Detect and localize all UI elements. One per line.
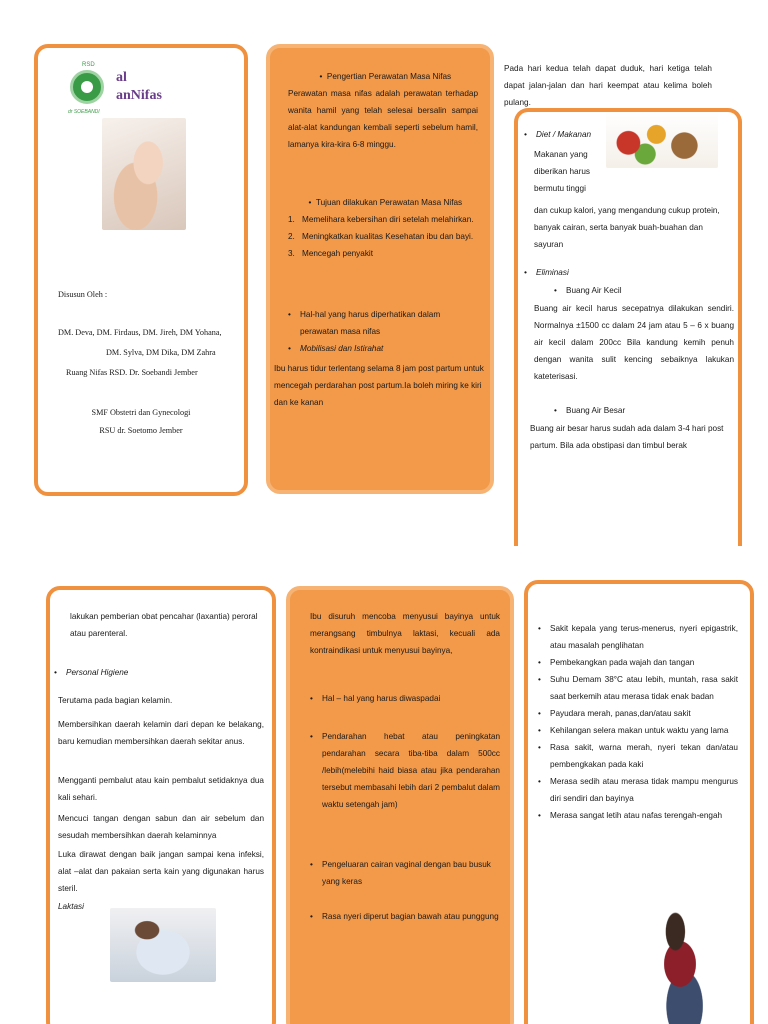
panel-higiene (46, 586, 276, 1024)
list-item: • Merasa sangat letih atau nafas terengah-engah (538, 807, 738, 824)
woman-pain-photo (634, 910, 726, 1024)
list-item: • Pembekangkan pada wajah dan tangan (538, 654, 738, 671)
waspada-item-2: Pengeluaran cairan vaginal dengan bau busuk yang keras (322, 860, 491, 886)
authors-line-1: DM. Deva, DM. Firdaus, DM. Jireh, DM Yohana, (58, 328, 222, 337)
mobilisasi-label: Mobilisasi dan Istirahat (300, 344, 384, 353)
pengertian-text: Perawatan masa nifas adalah perawatan terhadap wanita hamil yang telah selesai bersalin sampai alat-alat kandungan kembali seperti sebelum hamil, lamanya kira-kira 6-8 minggu. (288, 89, 478, 149)
panel-cover (34, 44, 248, 496)
title-line-2: anNifas (116, 88, 162, 103)
warning-list (538, 620, 738, 824)
list-item: 2. Meningkatkan kualitas Kesehatan ibu dan bayi. (288, 232, 474, 241)
bak-text: Buang air kecil harus secepatnya dilakukan sendiri. Normalnya ±1500 cc dalam 24 jam atau 5 – 6 x buang air kecil dalam 200cc Bila kandung kemih penuh dengan wanita sulit kencing sebaiknya lakukan kateterisasi. (534, 304, 734, 381)
logo-small-text: dr SOEBANDI (68, 109, 100, 115)
hospital-logo-icon (70, 70, 104, 104)
tujuan-heading: Tujuan dilakukan Perawatan Masa Nifas (315, 198, 463, 207)
mother-bed-photo (110, 908, 216, 982)
list-item: 1. Memelihara kebersihan diri setelah melahirkan. (288, 215, 474, 224)
panel-tanda-bahaya (524, 580, 754, 1024)
logo-top-text: RSD (82, 62, 95, 68)
diet-label: Diet / Makanan (536, 130, 592, 139)
mother-baby-photo (102, 118, 186, 230)
food-photo (606, 112, 718, 168)
rsu-line: RSU dr. Soetomo Jember (99, 426, 183, 435)
list-item: 3. Mencegah penyakit (288, 249, 374, 258)
higiene-text-4: Mencuci tangan dengan sabun dan air sebelum dan sesudah membersihkan daerah kelaminnya (58, 814, 264, 840)
diet-text-b: dan cukup kalori, yang mengandung cukup protein, banyak cairan, serta banyak buah-buahan dan sayuran (534, 206, 720, 249)
higiene-text-2: Membersihkan daerah kelamin dari depan ke belakang, baru kemudian membersihkan daerah sekitar anus. (58, 720, 264, 746)
list-item: • Sakit kepala yang terus-menerus, nyeri epigastrik, atau masalah penglihatan (538, 620, 738, 654)
personal-higiene-label: Personal Higiene (66, 668, 129, 677)
bak-label: Buang Air Kecil (566, 286, 622, 295)
hal-heading: Hal-hal yang harus diperhatikan dalam perawatan masa nifas (300, 310, 441, 336)
authors-line-2: DM. Sylva, DM Dika, DM Zahra (106, 348, 216, 357)
higiene-text-5: Luka dirawat dengan baik jangan sampai kena infeksi, alat –alat dan pakaian serta kain yang digunakan harus steril. (58, 850, 264, 893)
list-item: • Merasa sedih atau merasa tidak mampu mengurus diri sendiri dan bayinya (538, 773, 738, 807)
menyusui-text: Ibu disuruh mencoba menyusui bayinya untuk merangsang timbulnya laktasi, kecuali ada kontraindikasi untuk menyusui bayinya, (310, 612, 500, 655)
mobilisasi-text: Ibu harus tidur terlentang selama 8 jam post partum untuk mencegah perdarahan post partum.Ia boleh miring ke kiri dan ke kanan (274, 364, 484, 407)
waspada-item-1: Pendarahan hebat atau peningkatan pendarahan secara tiba-tiba dalam 500cc /lebih(melebihi haid biasa atau jika pendarahan tersebut membasahi lebih dari 2 pembalut dalam waktu setengah jam) (322, 732, 500, 809)
smf-line: SMF Obstetri dan Gynecologi (91, 408, 191, 417)
bab-label: Buang Air Besar (566, 406, 626, 415)
laktasi-label: Laktasi (58, 902, 84, 911)
ward-line: Ruang Nifas RSD. Dr. Soebandi Jember (66, 368, 198, 377)
bab-text: Buang air besar harus sudah ada dalam 3-4 hari post partum. Bila ada obstipasi dan timbul berak (530, 424, 724, 450)
waspada-item-3: Rasa nyeri diperut bagian bawah atau punggung (322, 912, 499, 921)
panel3-intro: Pada hari kedua telah dapat duduk, hari ketiga telah dapat jalan-jalan dan hari keempat atau kelima boleh pulang. (504, 64, 712, 107)
higiene-text-1: Terutama pada bagian kelamin. (58, 696, 173, 705)
list-item: • Payudara merah, panas,dan/atau sakit (538, 705, 738, 722)
laxantia-text: lakukan pemberian obat pencahar (laxantia) peroral atau parenteral. (70, 612, 258, 638)
title-line-1: al (116, 70, 127, 85)
panel-pengertian (266, 44, 494, 494)
higiene-text-3: Mengganti pembalut atau kain pembalut setidaknya dua kali sehari. (58, 776, 264, 802)
disusun-label: Disusun Oleh : (58, 290, 108, 299)
list-item: • Rasa sakit, warna merah, nyeri tekan dan/atau pembengkakan pada kaki (538, 739, 738, 773)
eliminasi-label: Eliminasi (536, 268, 569, 277)
diet-text-a: Makanan yang diberikan harus bermutu tinggi (534, 150, 590, 193)
list-item: • Suhu Demam 38°C atau lebih, muntah, rasa sakit saat berkemih atau merasa tidak enak badan (538, 671, 738, 705)
pengertian-heading: Pengertian Perawatan Masa Nifas (326, 72, 452, 81)
panel-waspada (286, 586, 514, 1024)
waspada-heading: Hal – hal yang harus diwaspadai (322, 694, 441, 703)
panel-diet (514, 108, 742, 546)
list-item: • Kehilangan selera makan untuk waktu yang lama (538, 722, 738, 739)
tujuan-list (288, 211, 478, 262)
